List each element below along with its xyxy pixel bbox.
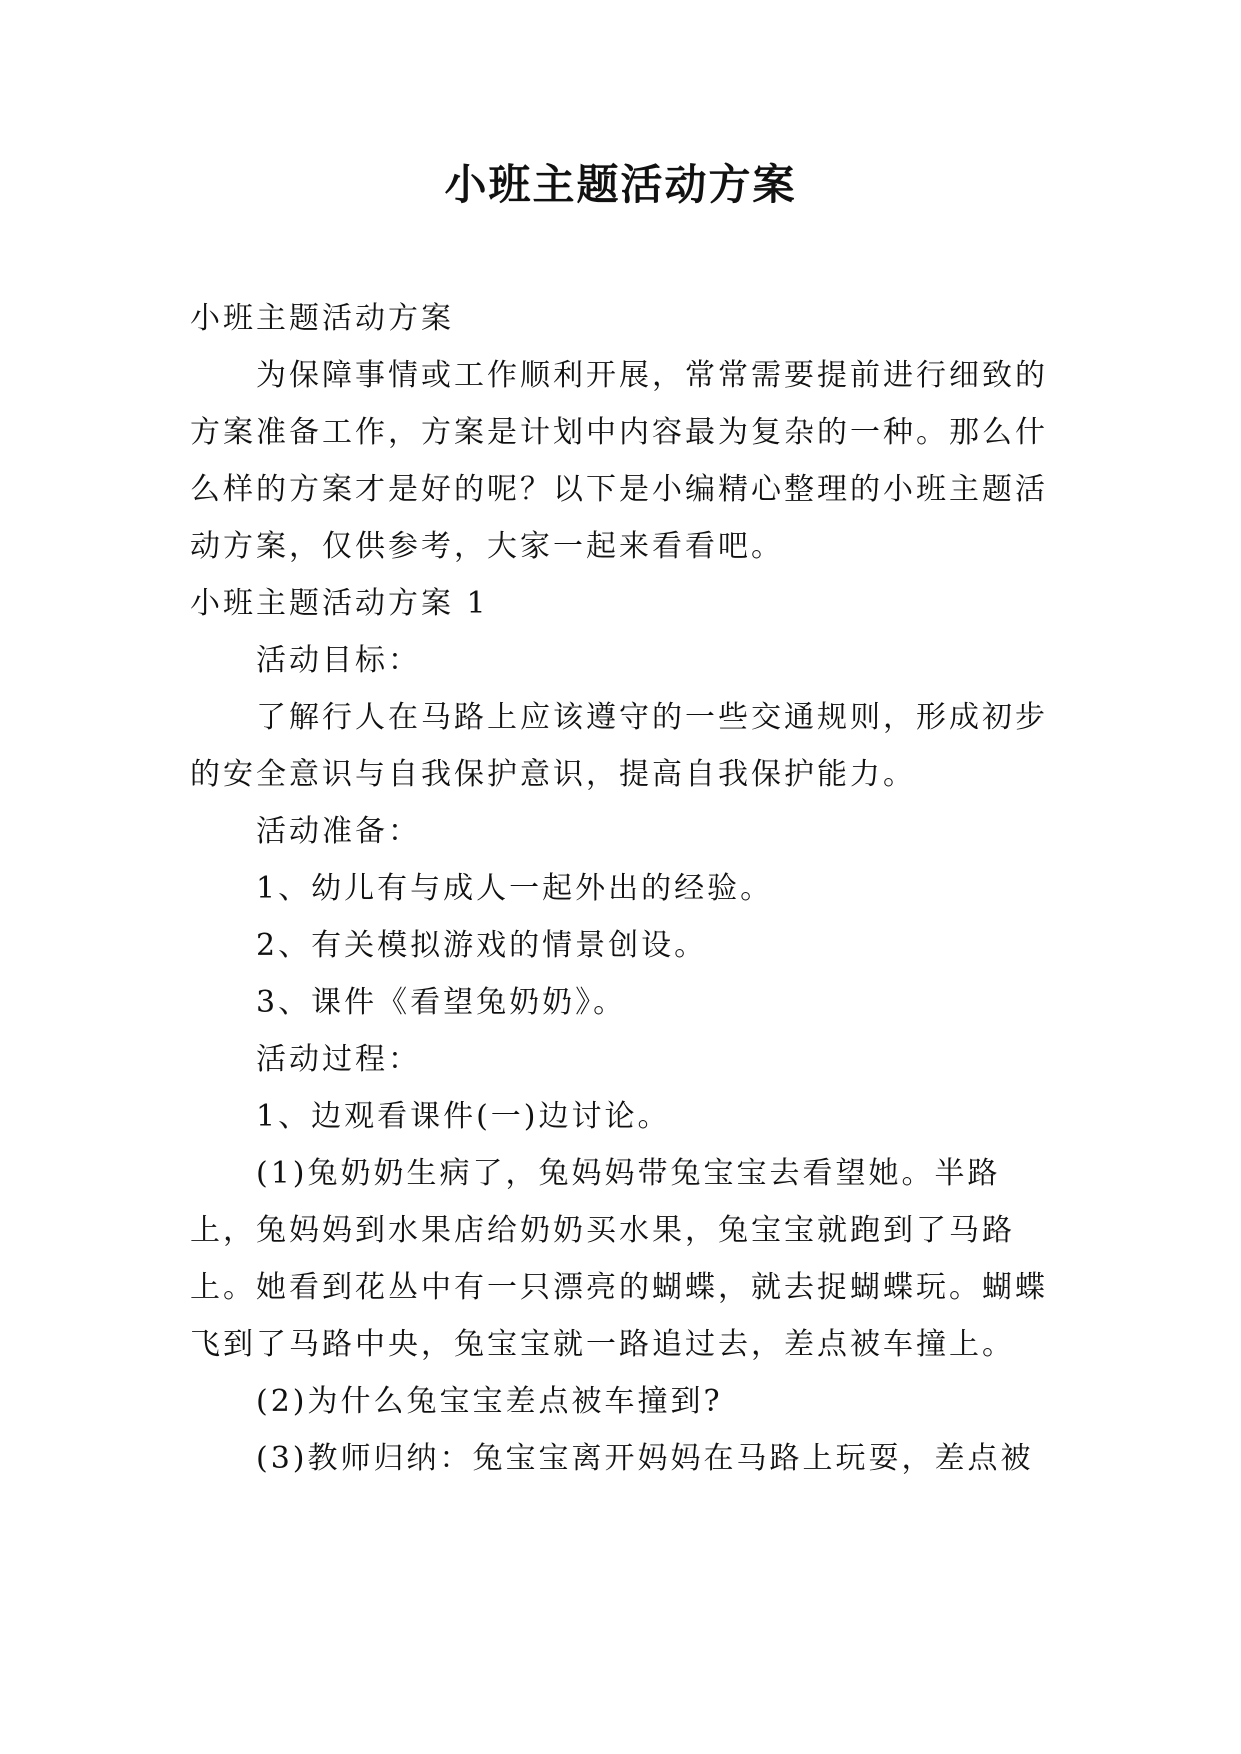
prep-label: 活动准备： [256,814,421,849]
process-sub-paragraph: (2)为什么兔宝宝差点被车撞到? [256,1384,723,1419]
goal-paragraph: 了解行人在马路上应该遵守的一些交通规则，形成初步的安全意识与自我保护意识，提高自我保护能力。 [190,700,1048,792]
process-label: 活动过程： [256,1042,421,1077]
prep-item: 1、幼儿有与成人一起外出的经验。 [256,871,774,906]
document-body [190,290,1048,1487]
prep-item: 2、有关模拟游戏的情景创设。 [256,928,708,963]
process-sub-paragraph: (3)教师归纳：兔宝宝离开妈妈在马路上玩耍，差点被 [256,1441,1034,1476]
process-step: 1、边观看课件(一)边讨论。 [256,1099,671,1134]
intro-heading: 小班主题活动方案 [190,301,454,336]
prep-item: 3、课件《看望兔奶奶》。 [256,985,627,1020]
process-sub-paragraph: (1)兔奶奶生病了，兔妈妈带兔宝宝去看望她。半路上，兔妈妈到水果店给奶奶买水果，兔宝宝就跑到了马路上。她看到花丛中有一只漂亮的蝴蝶，就去捉蝴蝶玩。蝴蝶飞到了马路中央，兔宝宝就一路追过去，差点被车撞上。 [190,1156,1048,1362]
document-title: 小班主题活动方案 [444,160,797,209]
goal-label: 活动目标： [256,643,421,678]
intro-paragraph: 为保障事情或工作顺利开展，常常需要提前进行细致的方案准备工作，方案是计划中内容最为复杂的一种。那么什么样的方案才是好的呢？以下是小编精心整理的小班主题活动方案，仅供参考，大家一起来看看吧。 [190,358,1048,564]
section-heading: 小班主题活动方案 1 [190,586,489,621]
